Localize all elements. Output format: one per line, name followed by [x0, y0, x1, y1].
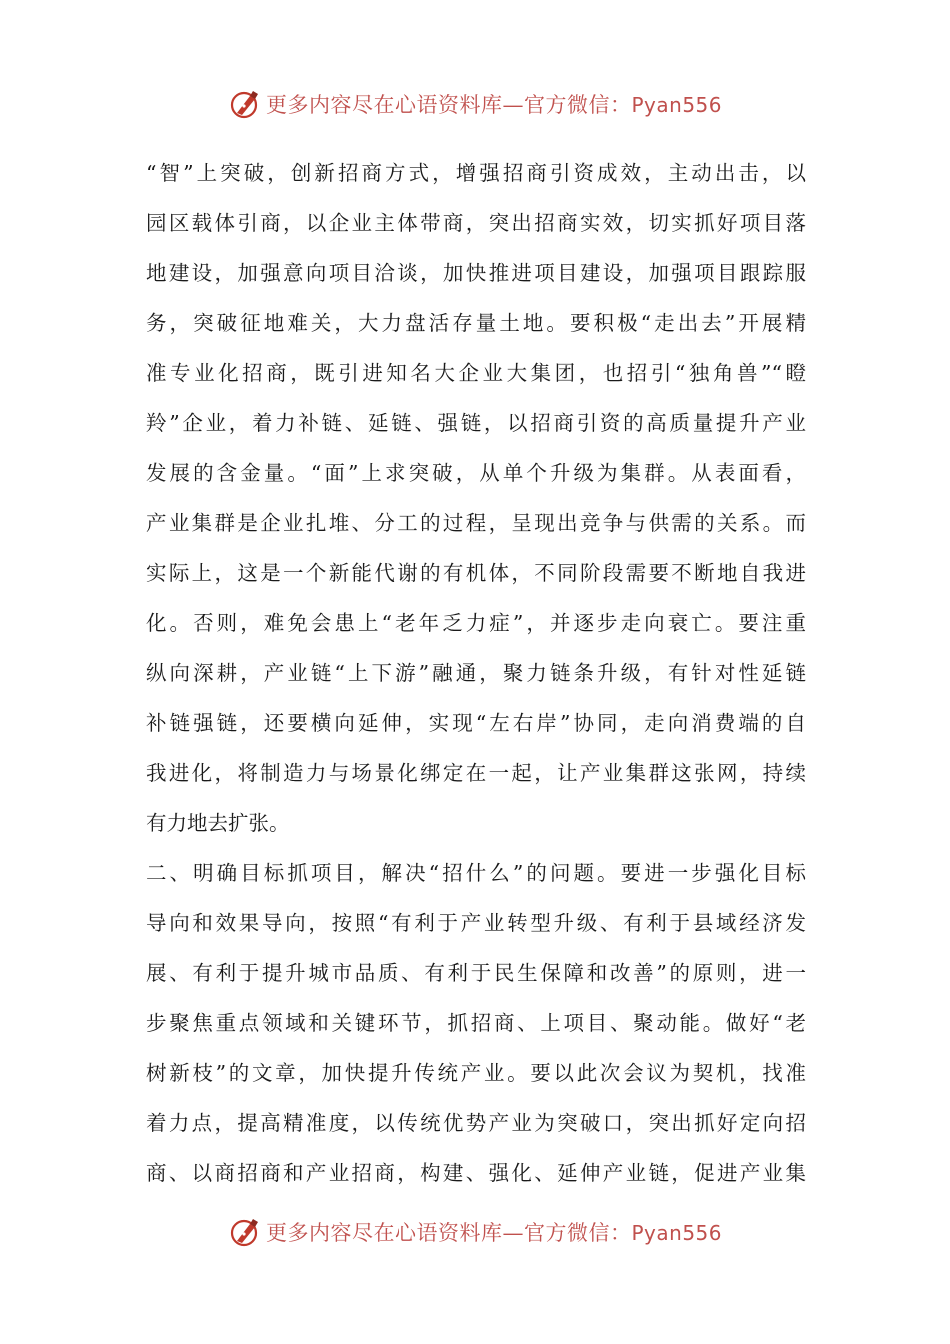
body-line-15: 二、明确目标抓项目，解决“招什么”的问题。要进一步强化目标	[146, 861, 806, 885]
body-line-8: 产业集群是企业扎堆、分工的过程，呈现出竞争与供需的关系。而	[146, 511, 806, 535]
body-line-2: 园区载体引商，以企业主体带商，突出招商实效，切实抓好项目落	[146, 211, 806, 235]
pen-nib-logo-icon	[228, 87, 262, 121]
body-line-14: 有力地去扩张。	[146, 811, 290, 835]
footer-banner-text: 更多内容尽在心语资料库—官方微信：Pyan556	[265, 1221, 722, 1245]
body-line-16: 导向和效果导向，按照“有利于产业转型升级、有利于县域经济发	[146, 911, 806, 935]
body-line-1: “智”上突破，创新招商方式，增强招商引资成效，主动出击，以	[146, 161, 806, 185]
body-line-7: 发展的含金量。“面”上求突破，从单个升级为集群。从表面看，	[146, 461, 806, 485]
document-body	[146, 148, 806, 1198]
header-banner-text: 更多内容尽在心语资料库—官方微信：Pyan556	[265, 93, 722, 117]
body-line-17: 展、有利于提升城市品质、有利于民生保障和改善”的原则，进一	[146, 961, 806, 985]
body-line-12: 补链强链，还要横向延伸，实现“左右岸”协同，走向消费端的自	[146, 711, 806, 735]
body-line-6: 羚”企业，着力补链、延链、强链，以招商引资的高质量提升产业	[146, 411, 806, 435]
pen-nib-logo-icon	[228, 1215, 262, 1249]
body-line-13: 我进化，将制造力与场景化绑定在一起，让产业集群这张网，持续	[146, 761, 806, 785]
body-line-10: 化。否则，难免会患上“老年乏力症”，并逐步走向衰亡。要注重	[146, 611, 806, 635]
body-line-4: 务，突破征地难关，大力盘活存量土地。要积极“走出去”开展精	[146, 311, 806, 335]
body-line-20: 着力点，提高精准度，以传统优势产业为突破口，突出抓好定向招	[146, 1111, 806, 1135]
body-line-21: 商、以商招商和产业招商，构建、强化、延伸产业链，促进产业集	[146, 1161, 806, 1185]
body-line-19: 树新枝”的文章，加快提升传统产业。要以此次会议为契机，找准	[146, 1061, 806, 1085]
header-banner	[0, 84, 950, 124]
body-line-11: 纵向深耕，产业链“上下游”融通，聚力链条升级，有针对性延链	[146, 661, 806, 685]
body-line-5: 准专业化招商，既引进知名大企业大集团，也招引“独角兽”“瞪	[146, 361, 806, 385]
footer-banner	[0, 1212, 950, 1252]
body-line-3: 地建设，加强意向项目洽谈，加快推进项目建设，加强项目跟踪服	[146, 261, 806, 285]
body-line-18: 步聚焦重点领域和关键环节，抓招商、上项目、聚动能。做好“老	[146, 1011, 806, 1035]
body-line-9: 实际上，这是一个新能代谢的有机体，不同阶段需要不断地自我进	[146, 561, 806, 585]
